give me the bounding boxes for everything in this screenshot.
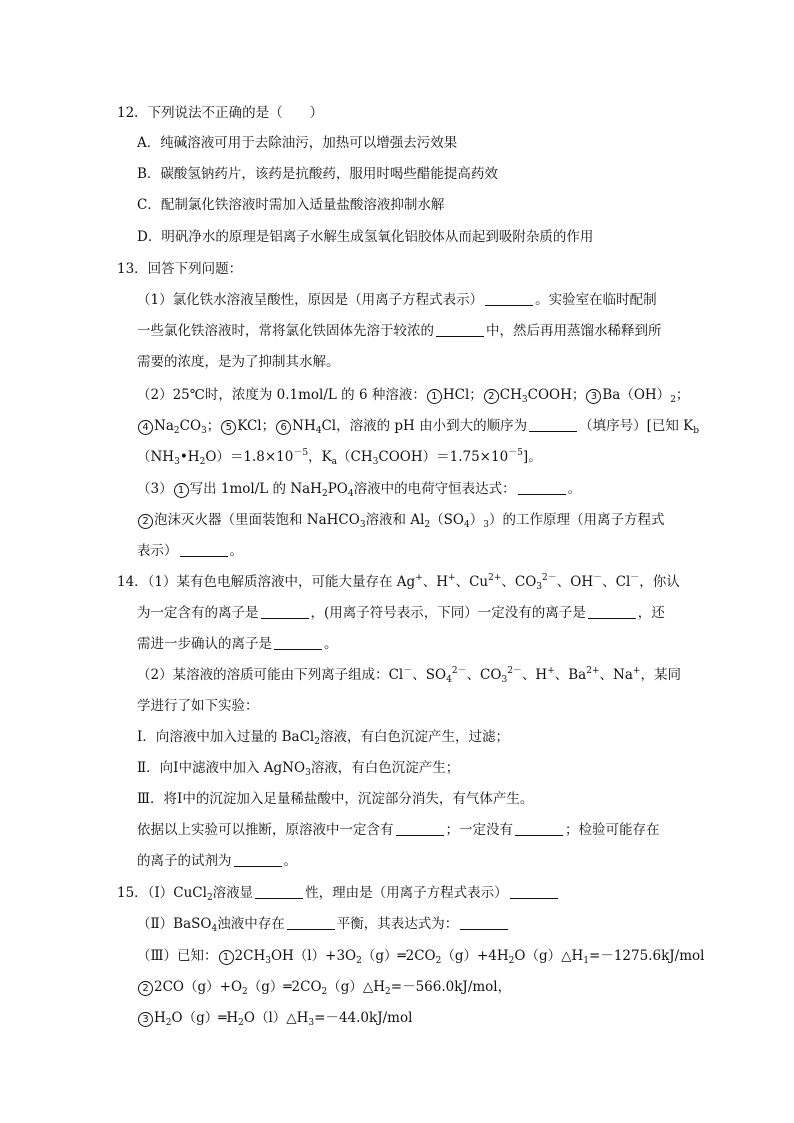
- q15-line4: 2 $2CO(g)+O_2(g)═2CO_2(g)\triangle H_2=-566.0kJ$/mol，: [137, 977, 511, 997]
- q13-part2-line2: 4 $Na_2CO_3$； 5 KCl； 6 $NH_4Cl$，溶液的 pH 由小到大的顺序为 （填序号）[已知 $K_b$: [137, 416, 699, 436]
- circled-number: 1: [174, 483, 189, 498]
- answer-blank: [460, 915, 508, 930]
- answer-blank: [287, 915, 335, 930]
- q15-line3: （Ⅲ）已知： 1 $2CH_3OH(l)+3O_2(g)═2CO_2(g)+4H_2O(g)\triangle H_1=-1275.6kJ$/mol: [137, 948, 705, 966]
- q14-line6: Ⅰ．向溶液中加入过量的 BaCl$_2$溶液，有白色沉淀产生，过滤；: [137, 729, 509, 747]
- q14-line8: Ⅲ．将Ⅰ中的沉淀加入足量稀盐酸中，沉淀部分消失，有气体产生。: [137, 791, 534, 807]
- circled-number: 3: [586, 389, 601, 404]
- q14-line2: 为一定含有的离子是 ，(用离子符号表示，下同）一定没有的离子是 ，还: [137, 605, 665, 621]
- answer-blank: [529, 417, 577, 432]
- q12-option-c: C．配制氯化铁溶液时需加入适量盐酸溶液抑制水解: [137, 197, 445, 213]
- q14-line5: 学进行了如下实验：: [137, 698, 259, 714]
- q13-part1-line3: 需要的浓度，是为了抑制其水解。: [137, 354, 340, 370]
- answer-blank: [510, 884, 558, 899]
- q13-stem: 13．回答下列问题：: [117, 261, 243, 277]
- q14-line9: 依据以上实验可以推断，原溶液中一定含有 ；一定没有 ；检验可能存在: [137, 822, 660, 838]
- q14-line10: 的离子的试剂为 。: [137, 853, 297, 869]
- q15-line5: 3 $H_2O(g)═H_2O(l)\triangle H_3=-44.0kJ$/mol: [137, 1008, 412, 1028]
- circled-number: 1: [219, 950, 234, 965]
- q13-part1-line1: （1）氯化铁水溶液呈酸性，原因是（用离子方程式表示） 。实验室在临时配制: [137, 292, 657, 308]
- q12-option-a: A．纯碱溶液可用于去除油污，加热可以增强去污效果: [137, 135, 458, 151]
- answer-blank: [261, 604, 309, 619]
- q13-part3-line1: （3） 1 写出 1mol/L 的 $NaH_2PO_4$溶液中的电荷守恒表达式： 。: [137, 481, 582, 499]
- answer-blank: [436, 322, 484, 337]
- answer-blank: [515, 821, 563, 836]
- answer-blank: [255, 884, 303, 899]
- answer-blank: [396, 821, 444, 836]
- answer-blank: [274, 635, 322, 650]
- q12-stem: 12．下列说法不正确的是（ ）: [117, 105, 324, 121]
- circled-number: 1: [427, 389, 442, 404]
- circled-number: 2: [138, 981, 153, 996]
- circled-number: 6: [276, 420, 291, 435]
- circled-number: 2: [138, 514, 153, 529]
- q13-part2-line3: $(NH_3•H_2O)=1.8\times 10^{-5}$，$K_a(CH_3COOH)=1.75\times 10^{-5}$]。: [137, 448, 542, 467]
- q14-line4: （2）某溶液的溶质可能由下列离子组成：Cl－、$SO_4^{2-}$、$CO_3^{2-}$、H+、$Ba^{2+}$、Na+，某同: [137, 666, 681, 685]
- q13-part3-line3: 表示） 。: [137, 543, 243, 559]
- q13-part3-line2: 2 泡沫灭火器（里面装饱和 NaHCO$_3$溶液和 $Al_2(SO_4)_3$）的工作原理（用离子方程式: [137, 510, 664, 530]
- q13-part2-line1: （2）25℃时，浓度为 0.1mol/L 的 6 种溶液： 1 HCl； 2 $CH_3COOH$； 3 $Ba(OH)_2$；: [137, 387, 690, 405]
- circled-number: 2: [484, 389, 499, 404]
- q14-line7: Ⅱ．向Ⅰ中滤液中加入 AgNO$_3$溶液，有白色沉淀产生；: [137, 760, 460, 778]
- circled-number: 3: [138, 1012, 153, 1027]
- q13-part1-line2: 一些氯化铁溶液时，常将氯化铁固体先溶于较浓的 中，然后再用蒸馏水稀释到所: [137, 323, 662, 339]
- q14-line3: 需进一步确认的离子是 。: [137, 636, 338, 652]
- answer-blank: [588, 604, 636, 619]
- circled-number: 5: [221, 420, 236, 435]
- q15-line1: 15．（Ⅰ）CuCl$_2$溶液显 性，理由是（用离子方程式表示）: [117, 883, 560, 903]
- answer-blank: [485, 291, 533, 306]
- q14-line1: 14．（1）某有色电解质溶液中，可能大量存在 Ag+、H+、$Cu^{2+}$、$CO_3^{2-}$、OH－、Cl－，你认: [117, 573, 680, 592]
- q12-option-d: D．明矾净水的原理是铝离子水解生成氢氧化铝胶体从而起到吸附杂质的作用: [137, 229, 594, 245]
- answer-blank: [234, 852, 282, 867]
- answer-blank: [518, 480, 566, 495]
- q15-line2: （Ⅱ）BaSO$_4$浊液中存在 平衡，其表达式为：: [137, 914, 510, 934]
- q12-option-b: B．碳酸氢钠药片，该药是抗酸药，服用时喝些醋能提高药效: [137, 166, 498, 182]
- answer-blank: [180, 542, 228, 557]
- circled-number: 4: [138, 420, 153, 435]
